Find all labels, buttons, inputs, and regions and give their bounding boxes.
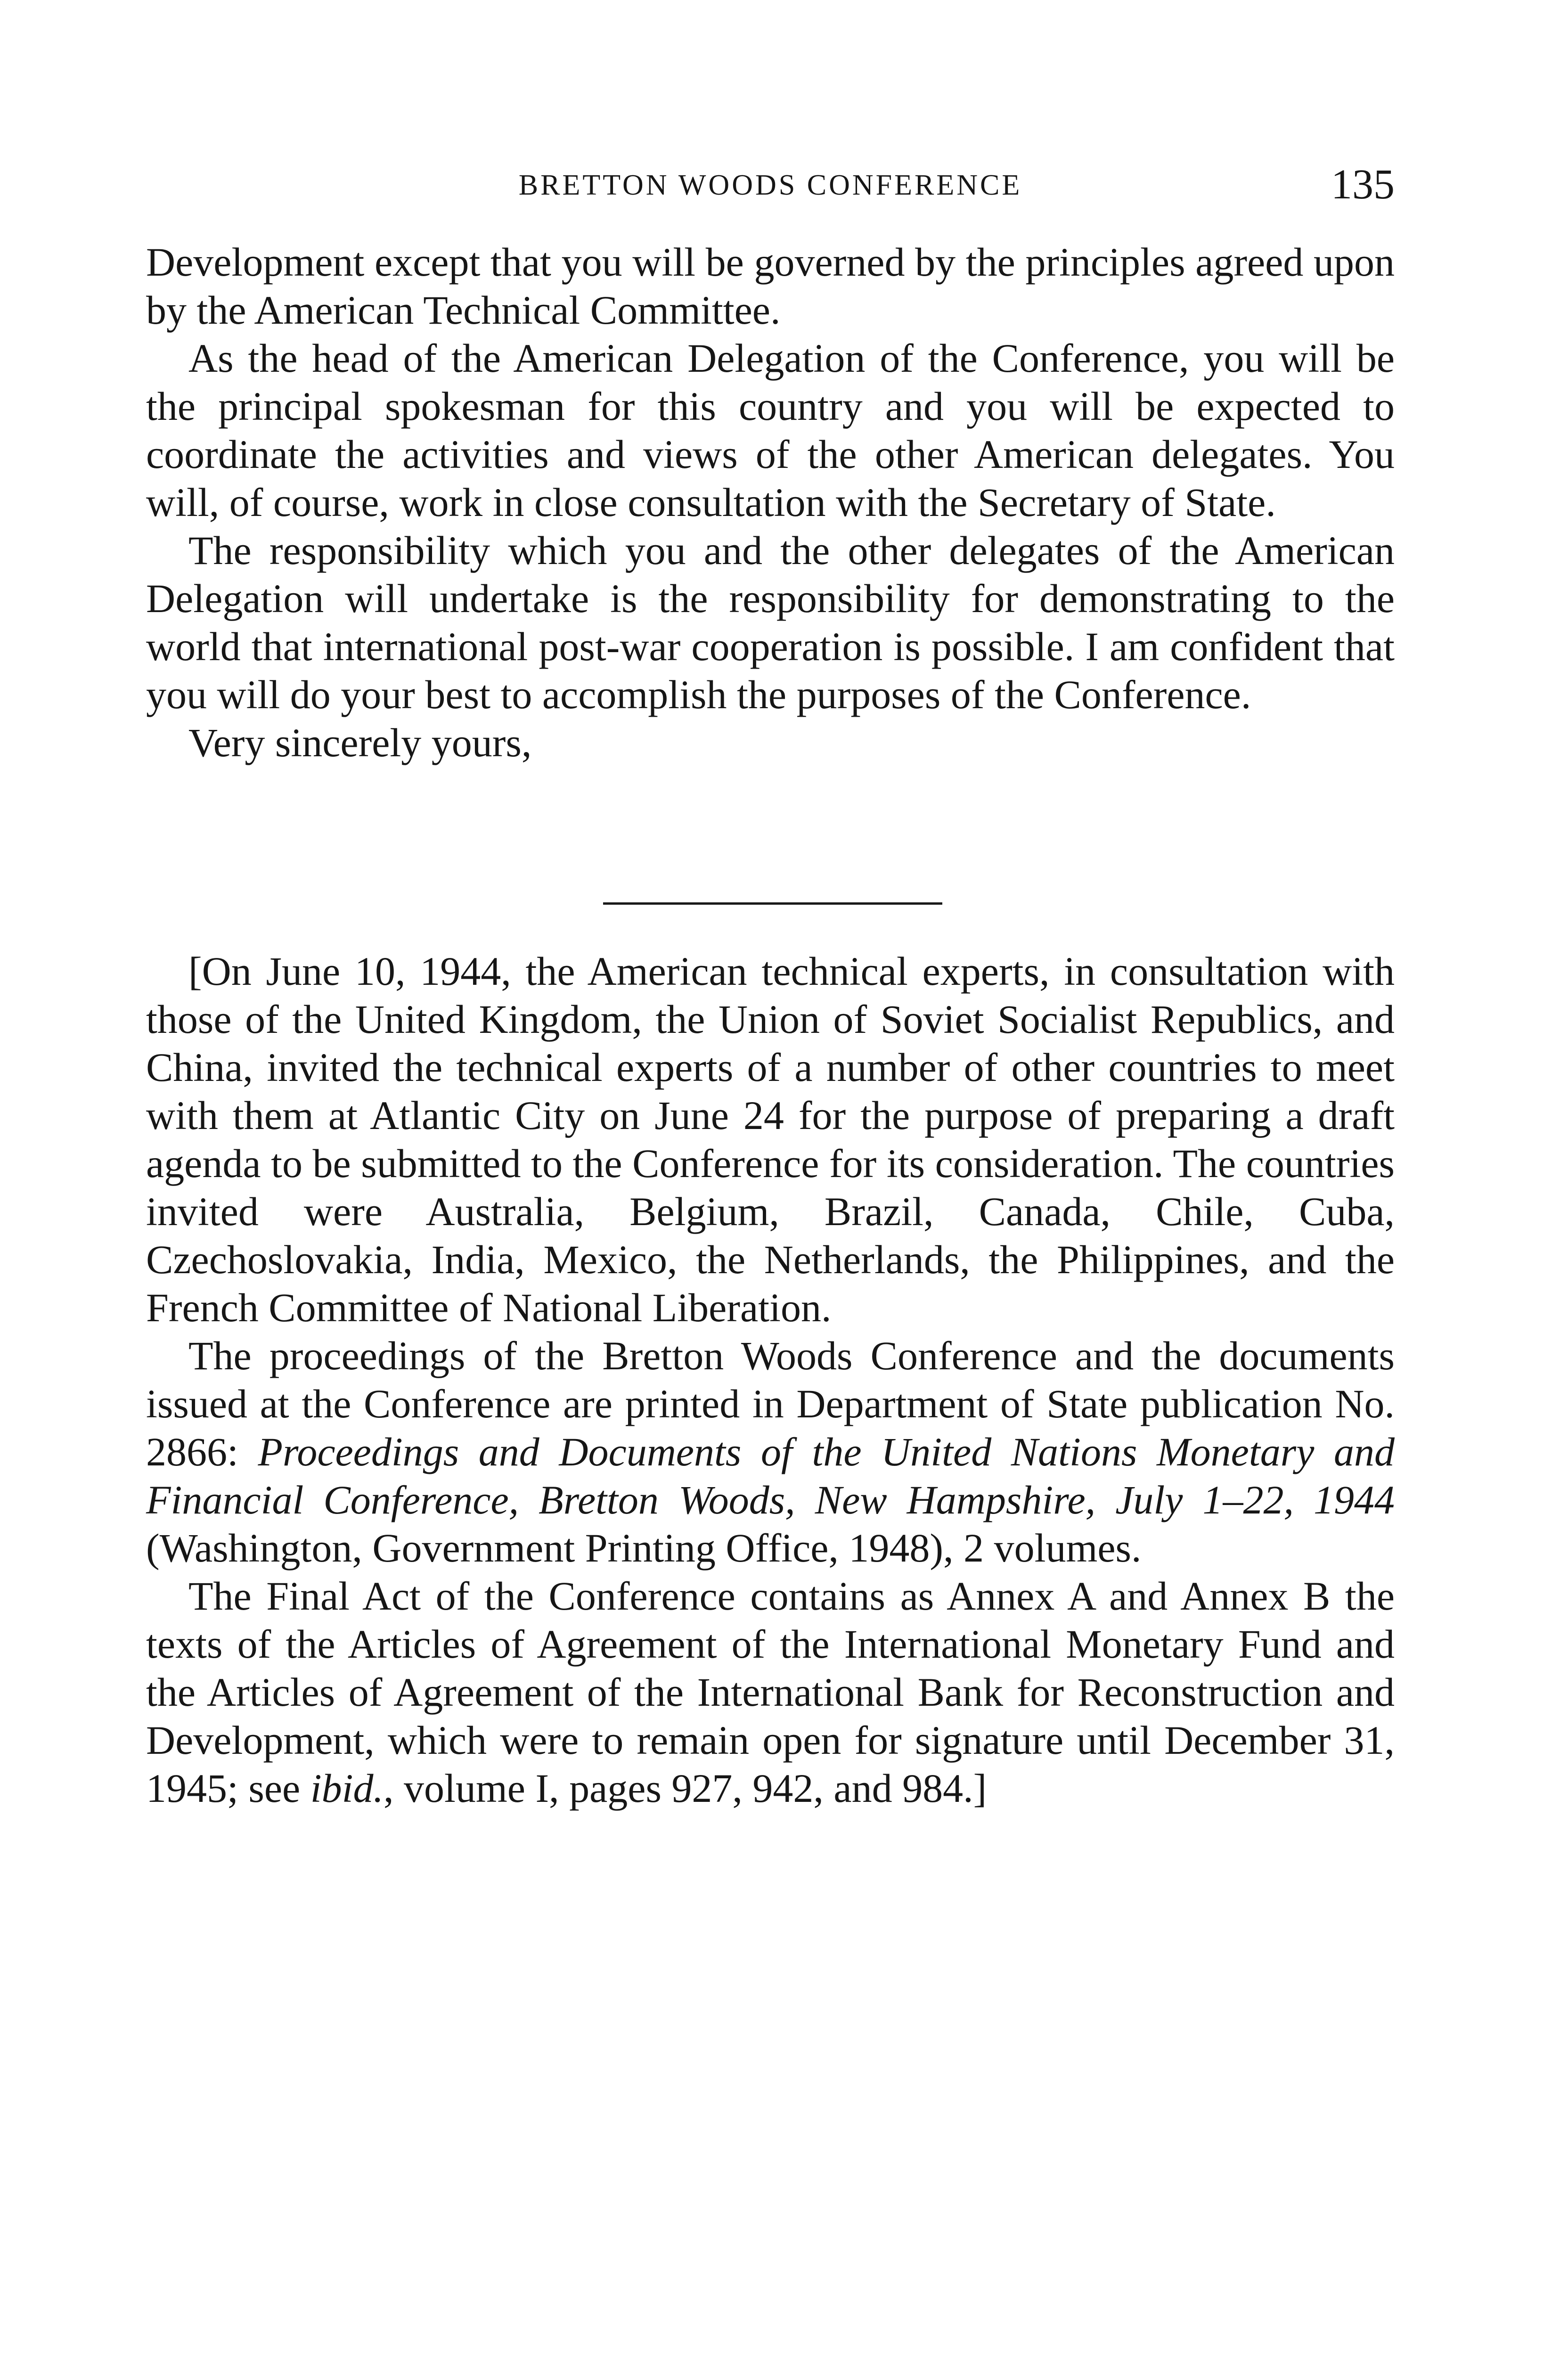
note-paragraph-2-outro: (Washington, Government Printing Office, 1948), 2 volumes. — [146, 1525, 1142, 1571]
section-divider — [603, 902, 942, 905]
letter-text — [146, 238, 1395, 767]
letter-paragraph-2: As the head of the American Delegation of the Conference, you will be the principal spokesman for this country and you will be expected to coordinate the activities and views of the other American delegates. You will, of course, work in close consultation with the Secretary of State. — [146, 335, 1395, 525]
letter-paragraph-3: The responsibility which you and the other delegates of the American Delegation will undertake is the responsibility for demonstrating to the world that international post-war cooperation is possible. I am confident that you will do your best to accomplish the purposes of the Conference. — [146, 528, 1395, 717]
letter-closing: Very sincerely yours, — [188, 720, 532, 765]
running-title: BRETTON WOODS CONFERENCE — [518, 169, 1022, 201]
note-paragraph-2 — [146, 1332, 1395, 1572]
letter-paragraph-1: Development except that you will be governed by the principles agreed upon by the American Technical Committee. — [146, 239, 1395, 333]
note-paragraph-3-intro: The Final Act of the Conference contains as Annex A and Annex B the texts of the Articles of Agreement of the International Monetary Fund and the Articles of Agreement of the International Bank for Reconstruction and Development, which were to remain open for signature until December 31, 1945; see — [146, 1573, 1395, 1811]
note-paragraph-3-outro: , volume I, pages 927, 942, and 984.] — [384, 1766, 987, 1811]
note-paragraph-3 — [146, 1572, 1395, 1812]
running-head — [146, 160, 1395, 212]
publication-title: Proceedings and Documents of the United Nations Monetary and Financial Conference, Bretton Woods, New Hampshire, July 1–22, 1944 — [146, 1429, 1395, 1522]
editorial-note — [146, 947, 1395, 1812]
ibid-reference: ibid. — [310, 1766, 384, 1811]
page-number: 135 — [1331, 161, 1395, 208]
note-paragraph-2-intro: The proceedings of the Bretton Woods Conference and the documents issued at the Conference are printed in Department of State publication No. 2866: — [146, 1333, 1395, 1474]
note-paragraph-1: [On June 10, 1944, the American technical experts, in consultation with those of the United Kingdom, the Union of Soviet Socialist Republics, and China, invited the technical experts of a number of other countries to meet with them at Atlantic City on June 24 for the purpose of preparing a draft agenda to be submitted to the Conference for its consideration. The countries invited were Australia, Belgium, Brazil, Canada, Chile, Cuba, Czechoslovakia, India, Mexico, the Netherlands, the Philippines, and the French Committee of National Liberation. — [146, 949, 1395, 1330]
